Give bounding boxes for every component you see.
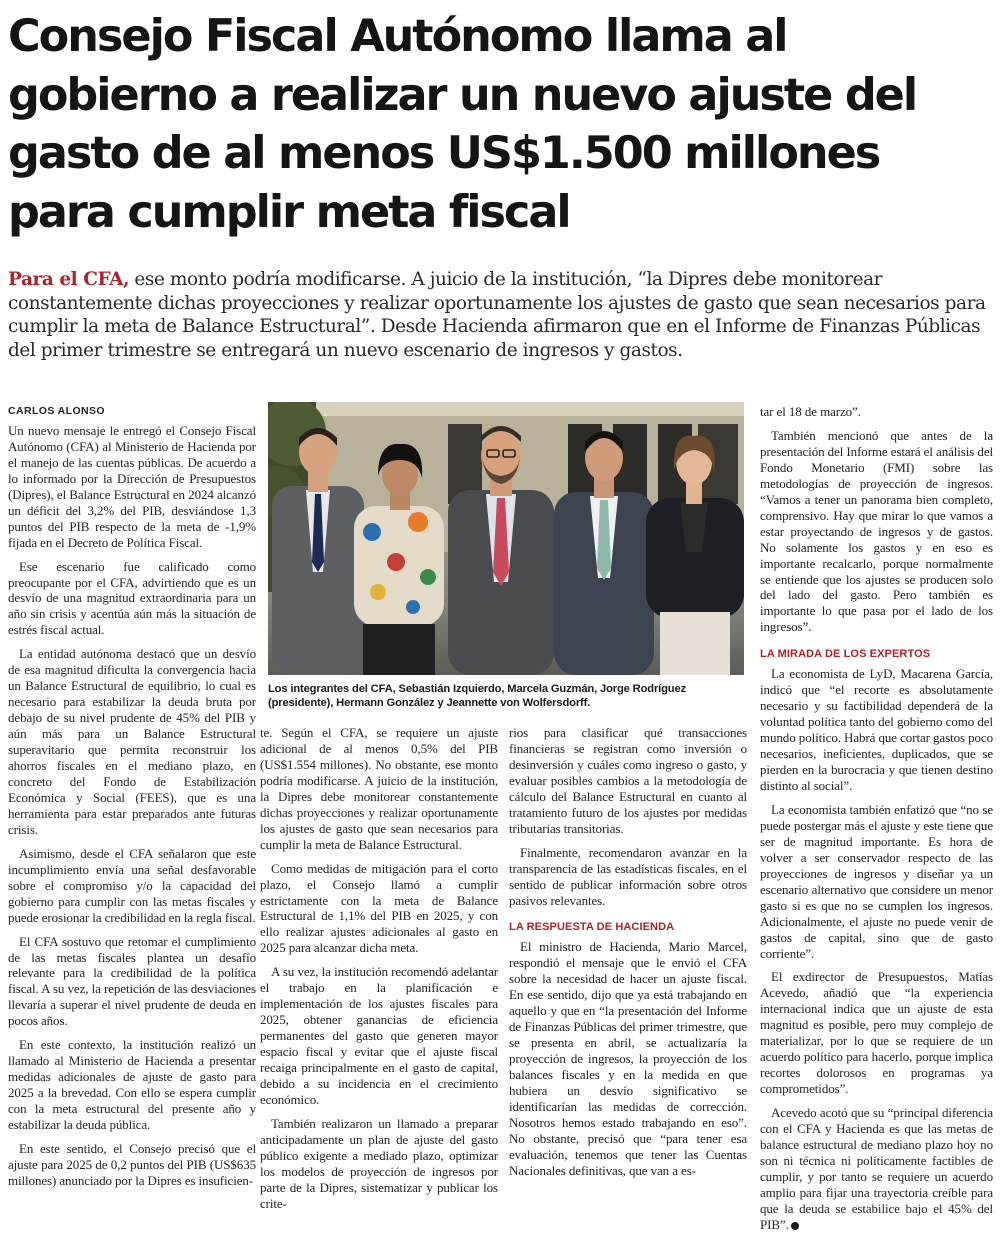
paragraph: También mencionó que antes de la presentación del Informe estará el análisis del Fondo Monetario (FMI) sobre las metodologías de proyección de ingresos. “Vamos a tener un panorama bien completo, comprensivo. Hay que mirar lo que vamos a estar proyectando de ingresos y de gastos. No solamente los gastos y en eso es importante recalcarlo, porque normalmente se entiende que los ajustes se producen solo del lado del gasto. Pero también es importante lo que pasa por el lado de los ingresos”.: [760, 427, 993, 635]
paragraph: A su vez, la institución recomendó adelantar el trabajo en la planificación e implementación de los ajustes fiscales para 2025, obtener ganancias de eficiencia permanentes del gasto que generen mayor espacio fiscal y evitar que el ajuste fiscal recaiga principalmente en el gasto de capital, debido a su incidencia en el crecimiento económico.: [260, 964, 498, 1107]
paragraph: Un nuevo mensaje le entregó el Consejo Fiscal Autónomo (CFA) al Ministerio de Hacienda por el manejo de las cuentas públicas. De acuerdo a lo informado por la Dirección de Presupuestos (Dipres), el Balance Estructural en 2024 alcanzó un déficit del 3,2% del PIB, desviándose 1,3 puntos del PIB respecto de la meta de -1,9% fijada en el Decreto de Política Fiscal.: [8, 422, 256, 550]
headline: Consejo Fiscal Autónomo llama al gobierno a realizar un nuevo ajuste del gasto de al menos US$1.500 millones para cumplir meta fiscal: [8, 11, 917, 238]
paragraph: También realizaron un llamado a preparar anticipadamente un plan de ajuste del gasto público exigente a mediado plazo, optimizar los modelos de proyección de ingresos por parte de la Dipres, sistematizar y publicar los crite-: [260, 1115, 498, 1211]
column-4: [760, 404, 993, 1241]
column-1: [8, 404, 256, 1197]
lede-text: ese monto podría modificarse. A juicio de la institución, “la Dipres debe monitorear constantemente dichas proyecciones y realizar oportunamente los ajustes de gasto que sean necesarios para cumplir la meta de Balance Estructural”. Desde Hacienda afirmaron que en el Informe de Finanzas Públicas del primer trimestre se entregará un nuevo escenario de ingresos y gastos.: [8, 269, 986, 361]
end-mark-icon: [791, 1222, 799, 1230]
paragraph: En este sentido, el Consejo precisó que el ajuste para 2025 de 0,2 puntos del PIB (US$635 millones) anunciado por la Dipres es insuficien-: [8, 1140, 256, 1188]
lede: [8, 268, 993, 362]
paragraph: Ese escenario fue calificado como preocupante por el CFA, advirtiendo que es un desvío de una magnitud extraordinaria para un año sin crisis y acentúa aún más la situación de estrés fiscal actual.: [8, 558, 256, 638]
paragraph: Asimismo, desde el CFA señalaron que este incumplimiento envía una señal desfavorable sobre el compromiso y/o la capacidad del gobierno para cumplir con las metas fiscales y puede erosionar la credibilidad en la regla fiscal.: [8, 845, 256, 925]
subhead-expertos: LA MIRADA DE LOS EXPERTOS: [760, 648, 931, 661]
paragraph: La entidad autónoma destacó que un desvío de esa magnitud dificulta la convergencia hacia un Balance Estructural de equilibrio, lo cual es necesario para estabilizar la deuda bruta por debajo de su nivel prudente de 45% del PIB y aún más para un Balance Estructural superavitario que permita reconstruir los ahorros fiscales en el mediano plazo, en concreto del Fondo de Estabilización Económica y Social (FEES), que es una herramienta para estar preparados ante futuras crisis.: [8, 646, 256, 837]
paragraph: La economista de LyD, Macarena García, indicó que “el recorte es absolutamente necesario y su factibilidad dependerá de la voluntad política tanto del gobierno como del mundo político. Habrá que cortar gastos poco necesarios, ineficientes, duplicados, que se pierden en la burocracia y que tienen destino distinto al social”.: [760, 666, 993, 793]
byline: CARLOS ALONSO: [8, 405, 105, 417]
paragraph: Finalmente, recomendaron avanzar en la transparencia de las estadísticas fiscales, en el sentido de publicar información sobre otros pasivos relevantes.: [509, 844, 747, 908]
column-2: [260, 725, 498, 1220]
photo-caption: Los integrantes del CFA, Sebastián Izquierdo, Marcela Guzmán, Jorge Rodríguez (presidente), Hermann González y Jeannette von Wolfersdorff.: [268, 683, 687, 709]
paragraph: El CFA sostuvo que retomar el cumplimiento de las metas fiscales plantea un desafío relevante para la credibilidad de la política fiscal. A su vez, la repetición de las desviaciones llevaría a superar el nivel prudente de deuda en pocos años.: [8, 933, 256, 1029]
article-photo: [268, 402, 744, 675]
paragraph-text: Acevedo acotó que su “principal diferencia con el CFA y Hacienda es que las metas de balance estructural de mediano plazo hoy no son ni técnica ni políticamente factibles de cumplir, y por tanto se requiere un acuerdo amplio para fijar una trayectoria creíble para que la deuda se estabilice bajo el 45% del PIB”.: [760, 1105, 993, 1232]
paragraph: te. Según el CFA, se requiere un ajuste adicional de al menos 0,5% del PIB (US$1.554 millones). No obstante, ese monto podría modificarse. A juicio de la institución, la Dipres debe monitorear constantemente dichas proyecciones y realizar oportunamente los ajustes de gasto que sean necesarios para cumplir la meta de Balance Estructural.: [260, 725, 498, 852]
paragraph: La economista también enfatizó que “no se puede postergar más el ajuste y este tiene que ser de magnitud importante. Es hora de volver a ser conservador respecto de las proyecciones de ingresos y diseñar ya un escenario alternativo que considere un menor gasto si es que no se cumplen los ingresos. Adicionalmente, el ajuste no puede venir de gastos de capital, sino que de gasto corriente”.: [760, 801, 993, 961]
paragraph: El exdirector de Presupuestos, Matías Acevedo, añadió que “la experiencia internacional indica que un ajuste de esta magnitud es posible, pero muy complejo de materializar, por lo que se requiere de un acuerdo político para hacerlo, porque implica recortes dolorosos en programas ya comprometidos”.: [760, 969, 993, 1097]
group-photo-illustration: [268, 402, 744, 675]
paragraph: En este contexto, la institución realizó un llamado al Ministerio de Hacienda a presentar medidas adicionales de ajuste de gasto para 2025 a la brevedad. Con ello se espera cumplir con la meta estructural del presente año y estabilizar la deuda pública.: [8, 1037, 256, 1133]
paragraph: rios para clasificar qué transacciones financieras se registran como inversión o desinversión y cuáles como ingreso o gasto, y evaluar posibles cambios a la metodología de cálculo del Balance Estructural en cuanto al tratamiento futuro de los ajustes por medidas tributarias transitorias.: [509, 725, 747, 836]
column-3: [509, 725, 747, 1187]
lede-kicker: Para el CFA,: [8, 269, 129, 290]
paragraph: tar el 18 de marzo”.: [760, 404, 861, 419]
paragraph: [760, 1105, 993, 1233]
paragraph: El ministro de Hacienda, Mario Marcel, respondió el mensaje que le envió el CFA sobre la necesidad de hacer un ajuste fiscal. En ese sentido, dijo que ya está trabajando en aquello y que en “la presentación del Informe de Finanzas Públicas del primer trimestre, que se presenta en abril, se actualizaría la proyección de ingresos, la proyección de los balances fiscales y en la medida en que hubiera un desvío significativo se identificarían las medidas de corrección. Nosotros hemos estado trabajando en eso”. No obstante, precisó que “para tener esa evaluación, tenemos que tener las Cuentas Nacionales definitivas, que van a es-: [509, 939, 747, 1178]
paragraph: Como medidas de mitigación para el corto plazo, el Consejo llamó a cumplir estrictamente con la meta de Balance Estructural de 1,1% del PIB en 2025, y con ello realizar ajustes adicionales al gasto en 2025 para alcanzar dicha meta.: [260, 860, 498, 956]
subhead-hacienda: LA RESPUESTA DE HACIENDA: [509, 921, 675, 934]
